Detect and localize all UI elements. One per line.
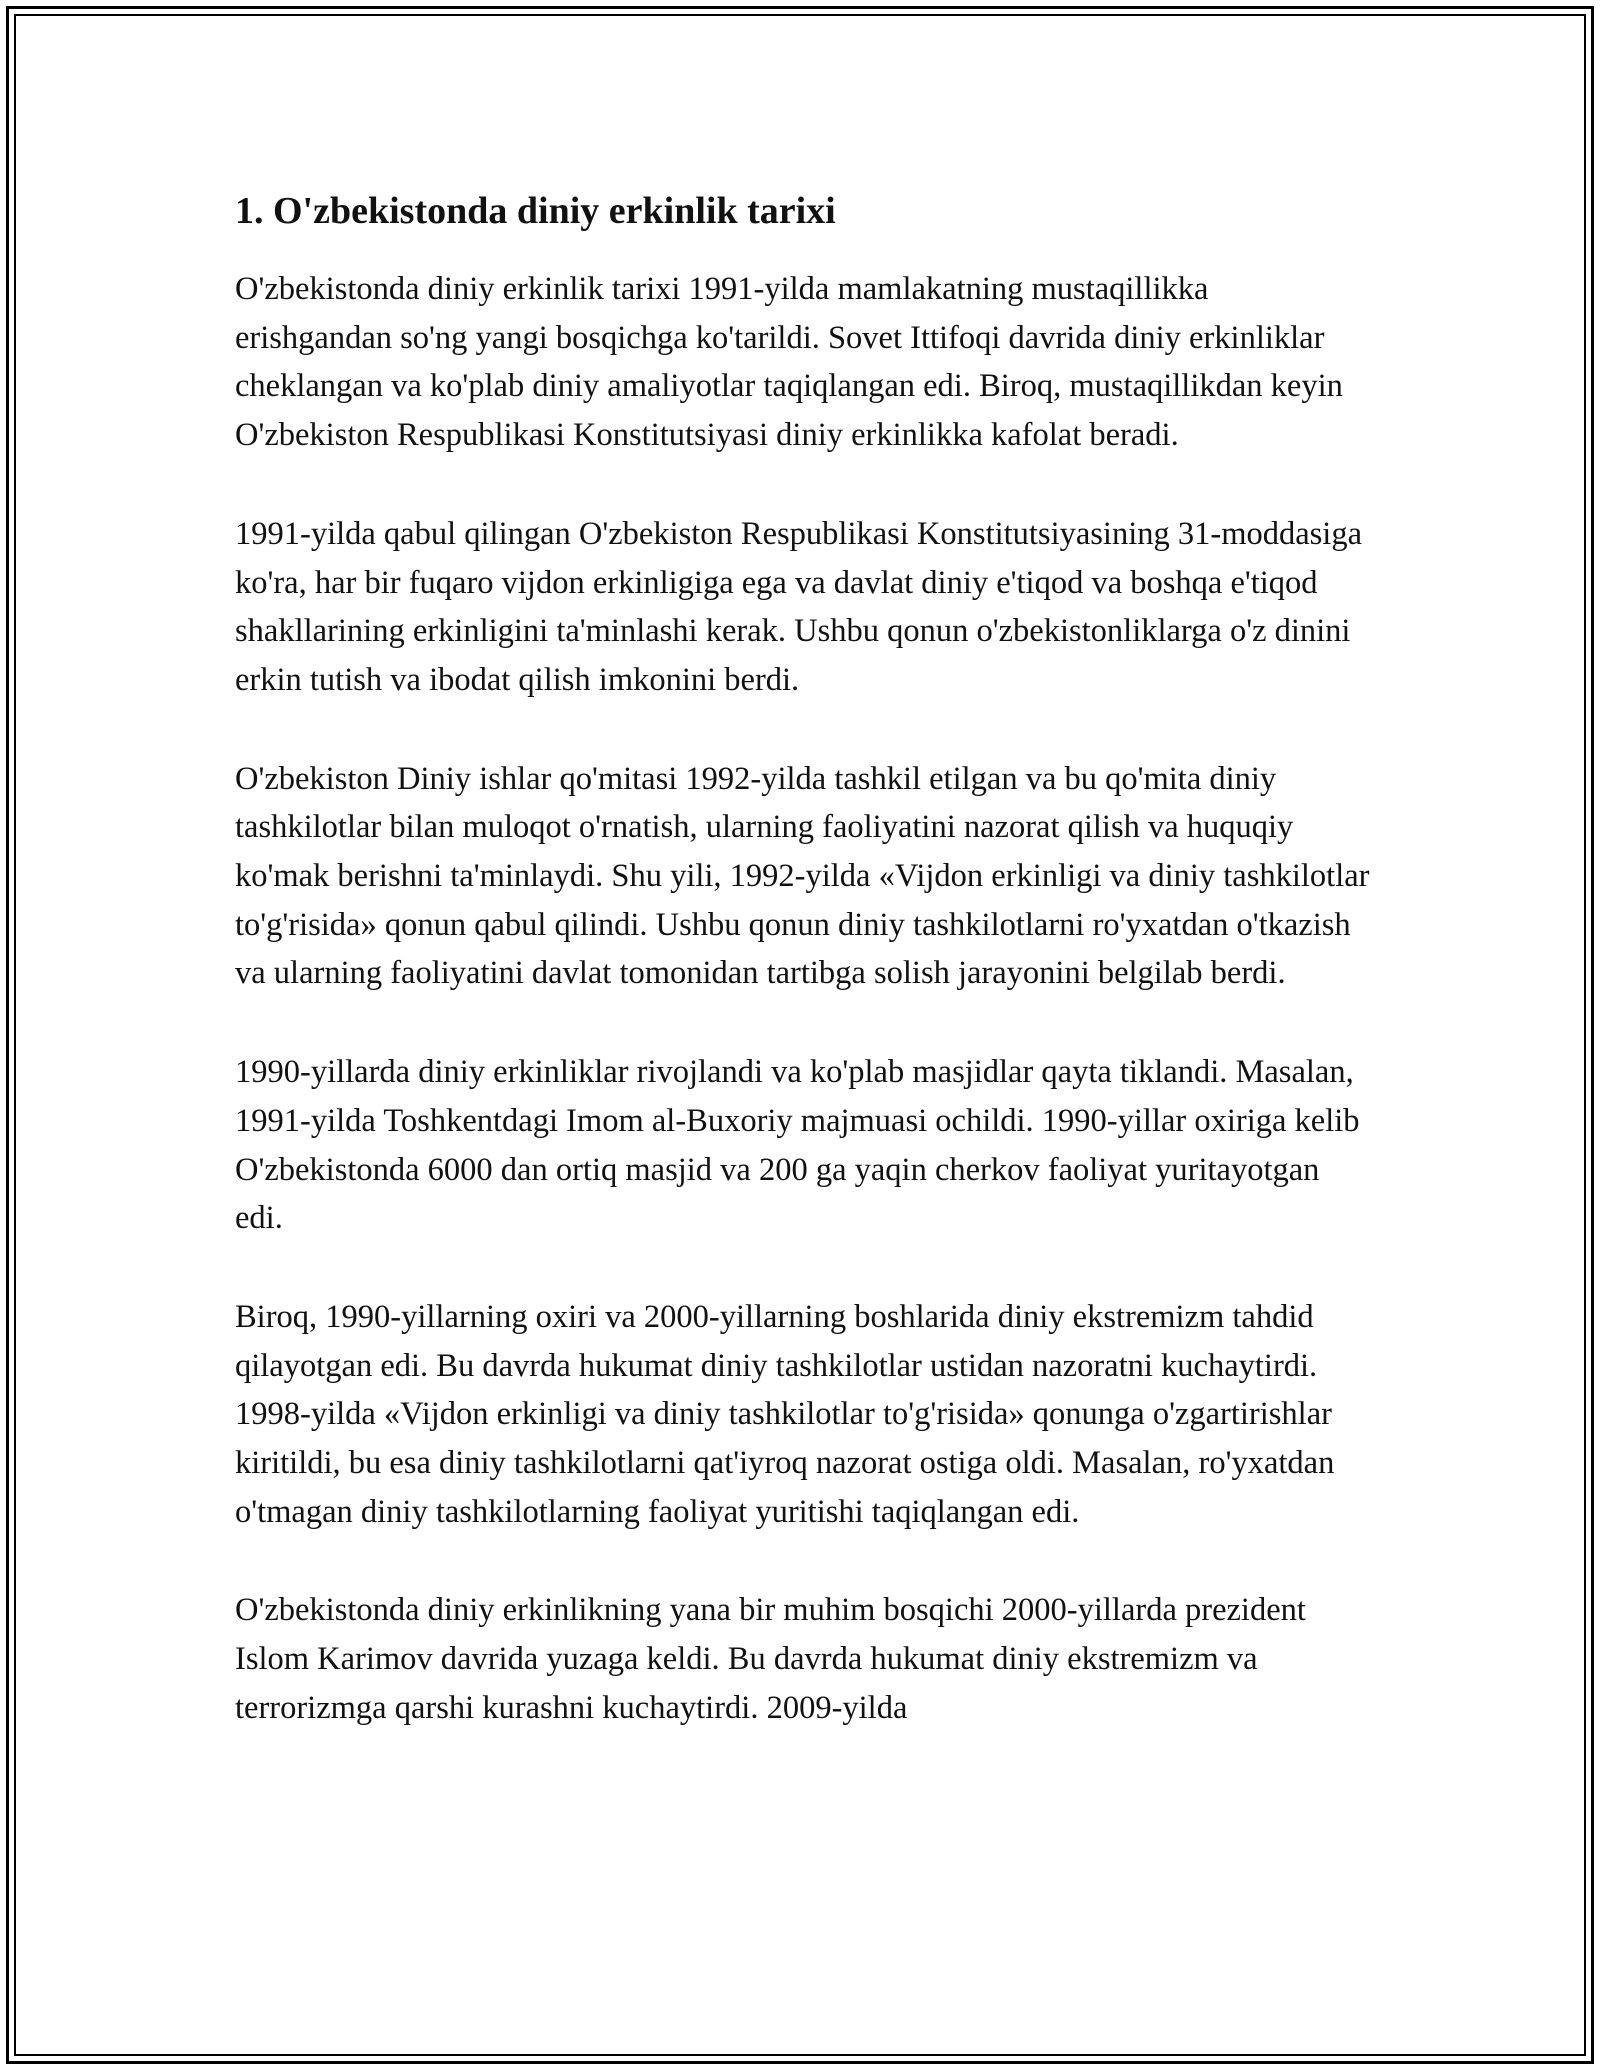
paragraph: O'zbekistonda diniy erkinlik tarixi 1991-yilda mamlakatning mustaqillikka erishgandan so'ng yangi bosqichga ko'tarildi. Sovet Ittifoqi davrida diniy erkinliklar cheklangan va ko'plab diniy amaliyotlar taqiqlangan edi. Biroq, mustaqillikdan keyin O'zbekiston Respublikasi Konstitutsiyasi diniy erkinlikka kafolat beradi. bbox=[235, 271, 1343, 454]
paragraph: 1990-yillarda diniy erkinliklar rivojlandi va ko'plab masjidlar qayta tiklandi. Masalan, 1991-yilda Toshkentdagi Imom al-Buxoriy majmuasi ochildi. 1990-yillar oxiriga kelib O'zbekistonda 6000 dan ortiq masjid va 200 ga yaqin cherkov faoliyat yuritayotgan edi. bbox=[235, 1054, 1360, 1237]
paragraph: O'zbekiston Diniy ishlar qo'mitasi 1992-yilda tashkil etilgan va bu qo'mita diniy tashkilotlar bilan muloqot o'rnatish, ularning faoliyatini nazorat qilish va huquqiy ko'mak berishni ta'minlaydi. Shu yili, 1992-yilda «Vijdon erkinligi va diniy tashkilotlar to'g'risida» qonun qabul qilindi. Ushbu qonun diniy tashkilotlarni ro'yxatdan o'tkazish va ularning faoliyatini davlat tomonidan tartibga solish jarayonini belgilab berdi. bbox=[235, 760, 1370, 992]
document-body bbox=[235, 188, 1370, 1783]
paragraph: Biroq, 1990-yillarning oxiri va 2000-yillarning boshlarida diniy ekstremizm tahdid qilayotgan edi. Bu davrda hukumat diniy tashkilotlar ustidan nazoratni kuchaytirdi. 1998-yilda «Vijdon erkinligi va diniy tashkilotlar to'g'risida» qonunga o'zgartirishlar kiritildi, bu esa diniy tashkilotlarni qat'iyroq nazorat ostiga oldi. Masalan, ro'yxatdan o'tmagan diniy tashkilotlarning faoliyat yuritishi taqiqlangan edi. bbox=[235, 1298, 1335, 1530]
paragraph: 1991-yilda qabul qilingan O'zbekiston Respublikasi Konstitutsiyasining 31-moddasiga ko'ra, har bir fuqaro vijdon erkinligiga ega va davlat diniy e'tiqod va boshqa e'tiqod shakllarining erkinligini ta'minlashi kerak. Ushbu qonun o'zbekistonliklarga o'z dinini erkin tutish va ibodat qilish imkonini berdi. bbox=[235, 515, 1362, 698]
section-heading: 1. O'zbekistonda diniy erkinlik tarixi bbox=[235, 190, 836, 232]
paragraph: O'zbekistonda diniy erkinlikning yana bir muhim bosqichi 2000-yillarda prezident Islom Karimov davrida yuzaga keldi. Bu davrda hukumat diniy ekstremizm va terrorizmga qarshi kurashni kuchaytirdi. 2009-yilda bbox=[235, 1592, 1306, 1726]
